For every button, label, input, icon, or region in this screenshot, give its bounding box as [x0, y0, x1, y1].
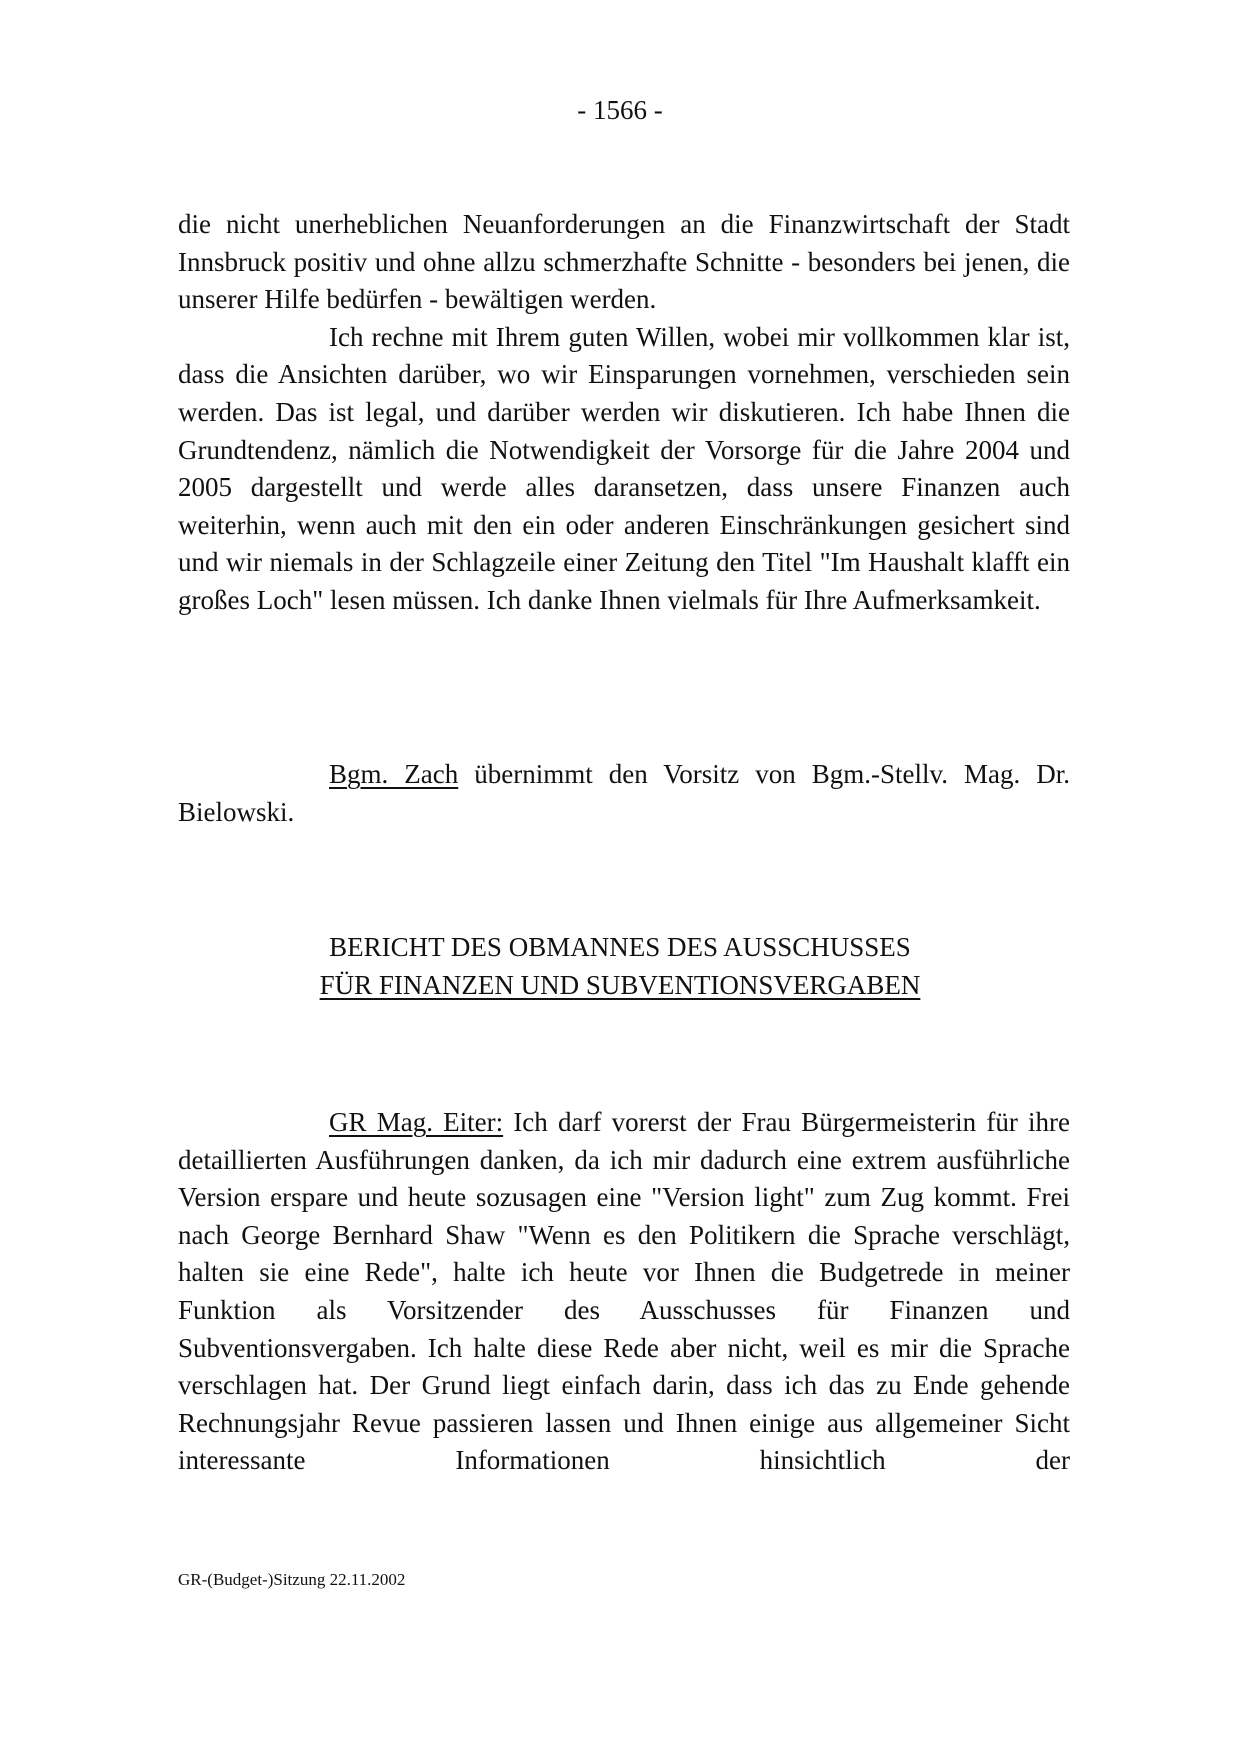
speech-text: Ich darf vorerst der Frau Bürgermeisterin für ihre detaillierten Ausführungen danken, da ich mir dadurch eine extrem ausführliche Version erspare und heute sozusagen eine "Version light" zum Zug kommt. Frei nach George Bernhard Shaw "Wenn es den Politikern die Sprache verschlägt, halten sie eine Rede", halte ich heute vor Ihnen die Budgetrede in meiner Funktion als Vorsitzender des Ausschusses für Finanzen und Subventionsvergaben. Ich halte diese Rede aber nicht, weil es mir die Sprache verschlagen hat. Der Grund liegt einfach darin, dass ich das zu Ende gehende Rechnungsjahr Revue passieren lassen und Ihnen einige aus allgemeiner Sicht interessante Informationen hinsichtlich der	[178, 1107, 1070, 1476]
section-heading	[0, 928, 1240, 1004]
chair-change-text: übernimmt den Vorsitz von Bgm.-Stellv. Mag. Dr. Bielowski.	[178, 759, 1070, 827]
footer-session-info: GR-(Budget-)Sitzung 22.11.2002	[178, 1570, 406, 1589]
speech-paragraph	[178, 1104, 1070, 1480]
heading-line-2	[0, 966, 1240, 1004]
heading-line-2-text: FÜR FINANZEN UND SUBVENTIONSVERGABEN	[319, 970, 921, 1000]
opening-text-block	[178, 206, 1070, 620]
chair-change-notice	[178, 756, 1070, 831]
chair-speaker-name: Bgm. Zach	[329, 759, 459, 789]
chair-change-paragraph	[178, 756, 1070, 831]
heading-line-1: BERICHT DES OBMANNES DES AUSSCHUSSES	[329, 932, 911, 962]
speech-text-block	[178, 1104, 1070, 1480]
paragraph-closing: Ich rechne mit Ihrem guten Willen, wobei mir vollkommen klar ist, dass die Ansichten darüber, wo wir Einsparungen vornehmen, verschieden sein werden. Das ist legal, und darüber werden wir diskutieren. Ich habe Ihnen die Grundtendenz, nämlich die Notwendigkeit der Vorsorge für die Jahre 2004 und 2005 dargestellt und werde alles daransetzen, dass unsere Finanzen auch weiterhin, wenn auch mit den ein oder anderen Einschränkungen gesichert sind und wir niemals in der Schlagzeile einer Zeitung den Titel "Im Haushalt klafft ein großes Loch" lesen müssen. Ich danke Ihnen vielmals für Ihre Aufmerksamkeit.	[178, 321, 1070, 615]
page-number: - 1566 -	[577, 95, 663, 125]
speech-speaker-name: GR Mag. Eiter:	[329, 1107, 504, 1137]
paragraph-continuation: die nicht unerheblichen Neuanforderungen an die Finanzwirtschaft der Stadt Innsbruck positiv und ohne allzu schmerzhafte Schnitte - besonders bei jenen, die unserer Hilfe bedürfen - bewältigen werden.	[178, 209, 1070, 315]
